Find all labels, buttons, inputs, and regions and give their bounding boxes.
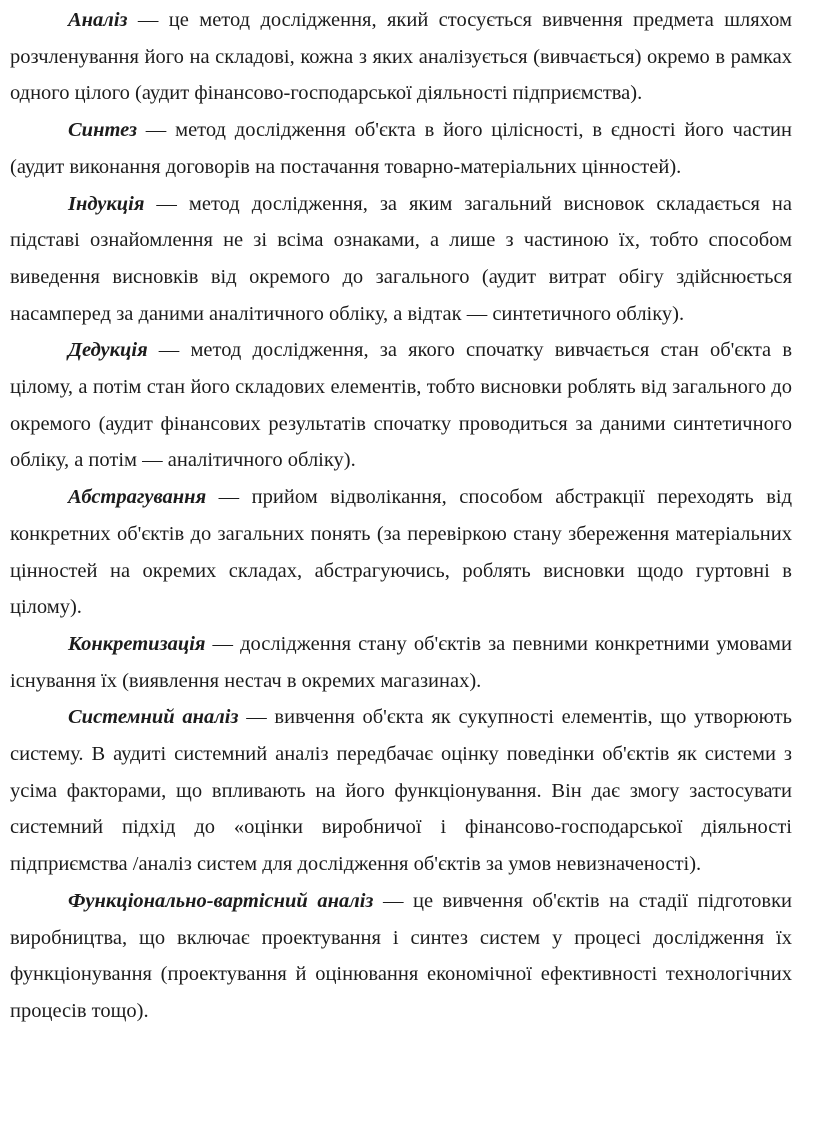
term-konkretyzaciya: Конкретизація xyxy=(68,632,206,655)
term-systemnyi-analiz: Системний аналіз xyxy=(68,706,239,729)
paragraph-dedukciya xyxy=(10,332,792,479)
paragraph-systemnyi-analiz xyxy=(10,699,792,883)
paragraph-analiz xyxy=(10,2,792,112)
document-page xyxy=(10,2,792,1030)
paragraph-indukciya xyxy=(10,186,792,333)
term-dedukciya: Дедукція xyxy=(68,339,148,362)
paragraph-konkretyzaciya xyxy=(10,626,792,699)
term-funkcionalno-vartisnyi-analiz: Функціонально-вартісний аналіз xyxy=(68,889,374,912)
definition-dedukciya: — метод дослідження, за якого спочатку вивчається стан об'єкта в цілому, а потім стан його складових елементів, тобто висновки роблять від загального до окремого (аудит фінансових результатів спочатку проводиться за даними синтетичного обліку, а потім — аналітичного обліку). xyxy=(10,339,792,472)
paragraph-abstraguvannya xyxy=(10,479,792,626)
term-analiz: Аналіз xyxy=(68,9,128,31)
definition-indukciya: — метод дослідження, за яким загальний висновок складається на підставі ознайомлення не зі всіма ознаками, а лише з частиною їх, тобто способом виведення висновків від окремого до загального (аудит витрат обігу здійснюється насамперед за даними аналітичного обліку, а відтак — синтетичного обліку). xyxy=(10,192,792,325)
definition-konkretyzaciya: — дослідження стану об'єктів за певними конкретними умовами існування їх (виявлення нестач в окремих магазинах). xyxy=(10,632,792,692)
definition-analiz: — це метод дослідження, який стосується вивчення предмета шляхом розчленування його на складові, кожна з яких аналізується (вивчається) окремо в рамках одного цілого (аудит фінансово-господарської діяльності підприємства). xyxy=(10,9,792,105)
definition-abstraguvannya: — прийом відволікання, способом абстракції переходять від конкретних об'єктів до загальних понять (за перевіркою стану збереження матеріальних цінностей на окремих складах, абстрагуючись, роблять висновки щодо гуртовні в цілому). xyxy=(10,486,792,619)
definition-systemnyi-analiz: — вивчення об'єкта як сукупності елементів, що утворюють систему. В аудиті системний аналіз передбачає оцінку поведінки об'єктів як системи з усіма факторами, що впливають на його функціонування. Він дає змогу застосувати системний підхід до «оцінки виробничої і фінансово-господарської діяльності підприємства /аналіз систем для дослідження об'єктів за умов невизначеності). xyxy=(10,706,792,876)
term-indukciya: Індукція xyxy=(68,192,145,215)
term-abstraguvannya: Абстрагування xyxy=(68,486,207,509)
paragraph-syntez xyxy=(10,112,792,185)
term-syntez: Синтез xyxy=(68,119,137,142)
definition-syntez: — метод дослідження об'єкта в його цілісності, в єдності його частин (аудит виконання договорів на постачання товарно-матеріальних цінностей). xyxy=(10,119,792,178)
definition-funkcionalno-vartisnyi-analiz: — це вивчення об'єктів на стадії підготовки виробництва, що включає проектування і синтез систем у процесі дослідження їх функціонування (проектування й оцінювання економічної ефективності технологічних процесів тощо). xyxy=(10,889,792,1022)
paragraph-funkcionalno-vartisnyi-analiz xyxy=(10,883,792,1030)
